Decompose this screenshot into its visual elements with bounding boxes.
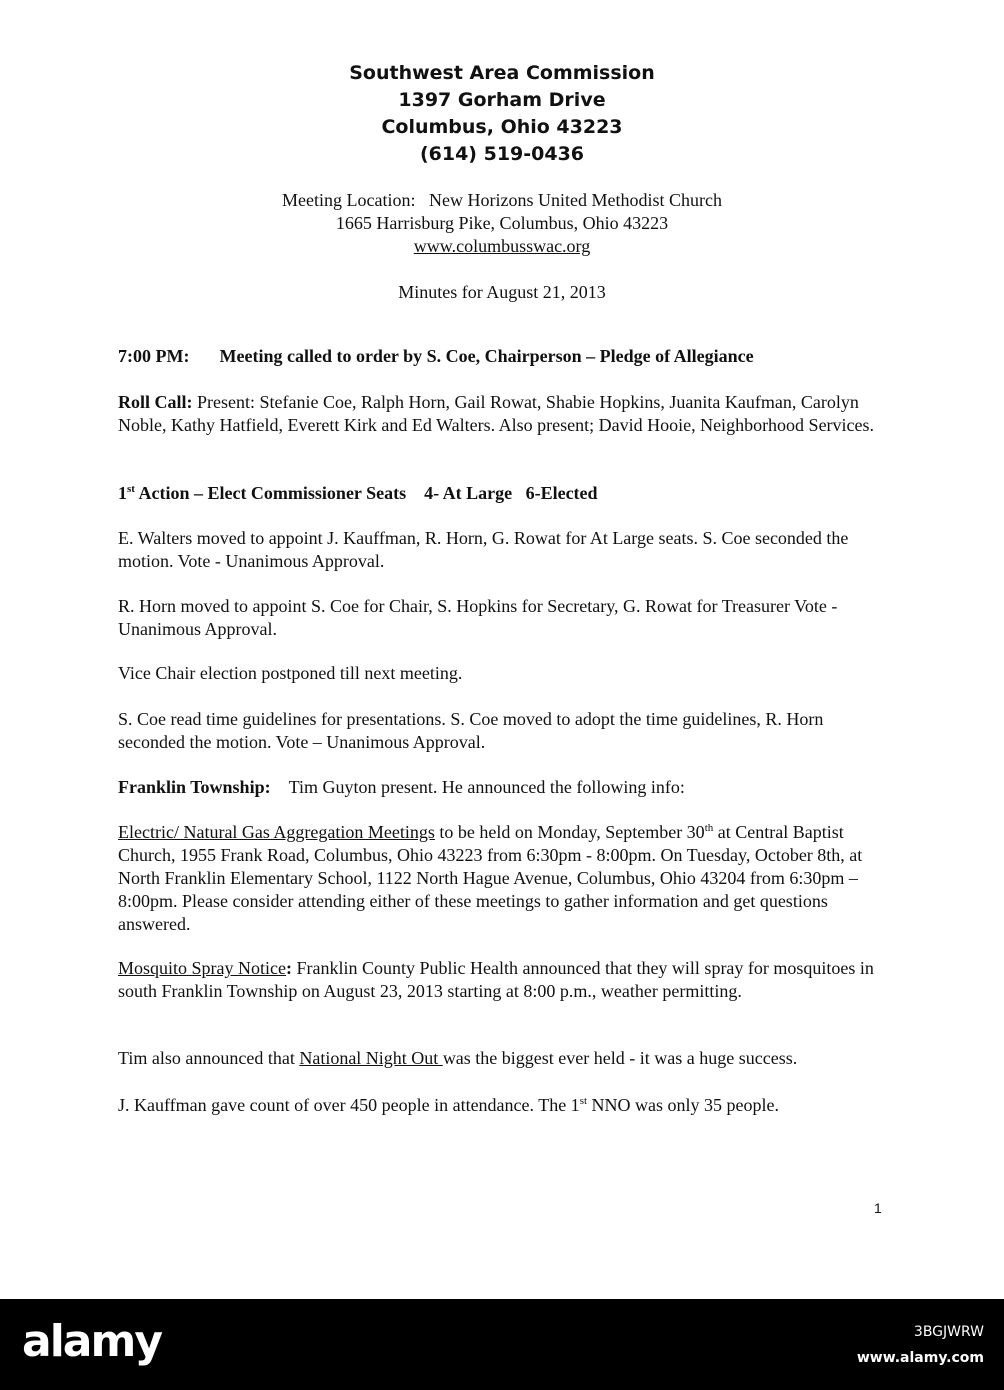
electric-sup: th <box>704 822 714 834</box>
nno-link[interactable]: National Night Out <box>299 1048 443 1068</box>
action-heading <box>118 482 888 505</box>
paragraph-appoint-officers: R. Horn moved to appoint S. Coe for Chair, S. Hopkins for Secretary, G. Rowat for Treasurer Vote - Unanimous Approval. <box>118 596 838 639</box>
roll-call-text: Present: Stefanie Coe, Ralph Horn, Gail Rowat, Shabie Hopkins, Juanita Kaufman, Carolyn Noble, Kathy Hatfield, Everett Kirk and Ed Walters. Also present; David Hooie, Neighborhood Services. <box>118 392 875 435</box>
mosquito-colon: : <box>286 958 292 978</box>
mosquito-text: Franklin County Public Health announced that they will spray for mosquitoes in south Franklin Township on August 23, 2013 starting at 8:00 p.m., weather permitting. <box>118 958 874 1001</box>
attendance-post: NNO was only 35 people. <box>587 1095 780 1115</box>
alamy-site: www.alamy.com <box>856 1350 984 1366</box>
electric-text-1: to be held on Monday, September 30 <box>434 822 705 842</box>
electric-gas-link[interactable]: Electric/ Natural Gas Aggregation Meetings <box>118 822 435 842</box>
call-to-order <box>118 345 888 368</box>
nno-post: was the biggest ever held - it was a huge success. <box>442 1048 798 1068</box>
attendance-sup: st <box>579 1095 588 1107</box>
location-venue: New Horizons United Methodist Church <box>429 190 722 210</box>
nno-paragraph <box>118 1047 888 1070</box>
roll-call <box>118 391 888 437</box>
mosquito-link[interactable]: Mosquito Spray Notice <box>118 958 286 978</box>
website-link[interactable]: www.columbusswac.org <box>413 236 591 256</box>
action-number-suffix: st <box>127 483 135 495</box>
attendance-pre: J. Kauffman gave count of over 450 people in attendance. The 1 <box>118 1095 580 1115</box>
website-link-row <box>0 235 1004 258</box>
image-id: 3BGJWRW <box>913 1324 984 1340</box>
org-street: 1397 Gorham Drive <box>398 89 606 111</box>
org-city: Columbus, Ohio 43223 <box>381 116 623 138</box>
action-title: Action – Elect Commissioner Seats 4- At Large 6-Elected <box>134 483 598 503</box>
org-phone: (614) 519-0436 <box>419 143 585 165</box>
nno-pre: Tim also announced that <box>118 1048 300 1068</box>
paragraph-appoint-at-large: E. Walters moved to appoint J. Kauffman, R. Horn, G. Rowat for At Large seats. S. Coe seconded the motion. Vote - Unanimous Approval. <box>118 528 849 571</box>
call-text: Meeting called to order by S. Coe, Chairperson – Pledge of Allegiance <box>219 346 754 366</box>
franklin-township <box>118 776 888 799</box>
call-time: 7:00 PM: <box>118 346 190 366</box>
location-address: 1665 Harrisburg Pike, Columbus, Ohio 43223 <box>335 213 669 233</box>
franklin-label: Franklin Township: <box>118 777 271 797</box>
action-number: 1 <box>118 483 127 503</box>
paragraph-time-guidelines: S. Coe read time guidelines for presentations. S. Coe moved to adopt the time guidelines, R. Horn seconded the motion. Vote – Unanimous Approval. <box>118 709 824 752</box>
page-number: 1 <box>874 1200 882 1216</box>
alamy-logo: alamy <box>22 1316 161 1367</box>
meeting-location <box>0 189 1004 212</box>
electric-text-2: at Central Baptist Church, 1955 Frank Road, Columbus, Ohio 43223 from 6:30pm - 8:00pm. On Tuesday, October 8th, at North Franklin Elementary School, 1122 North Hague Avenue, Columbus, Ohio 43204 from 6:30pm – 8:00pm. Please consider attending either of these meetings to gather information and get questions answered. <box>118 822 863 934</box>
roll-call-label: Roll Call: <box>118 392 193 412</box>
attendance-paragraph <box>118 1094 888 1117</box>
franklin-text: Tim Guyton present. He announced the following info: <box>288 777 685 797</box>
org-name: Southwest Area Commission <box>349 62 655 84</box>
mosquito-paragraph <box>118 957 888 1003</box>
paragraph-vice-chair: Vice Chair election postponed till next meeting. <box>118 663 463 683</box>
minutes-date: Minutes for August 21, 2013 <box>398 282 606 302</box>
electric-gas-paragraph <box>118 821 888 936</box>
location-label: Meeting Location: <box>282 190 416 210</box>
